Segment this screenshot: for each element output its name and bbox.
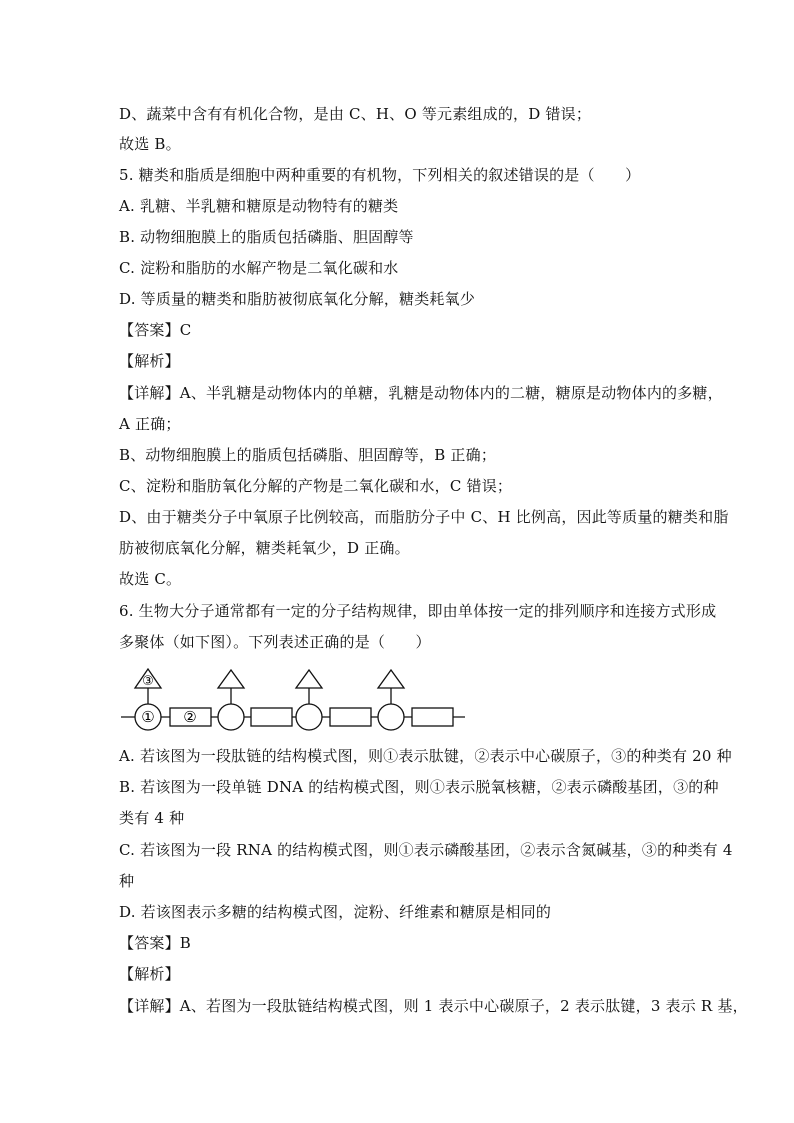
circle-unit bbox=[378, 704, 404, 730]
answer-label: 【答案】C bbox=[119, 321, 192, 339]
explanation-line: A 正确； bbox=[119, 415, 181, 433]
question-6-option-c: 种 bbox=[119, 872, 135, 890]
rect-unit bbox=[412, 708, 453, 726]
analysis-label: 【解析】 bbox=[119, 352, 180, 370]
rect-unit bbox=[251, 708, 292, 726]
text-line: D、蔬菜中含有有机化合物，是由 C、H、O 等元素组成的，D 错误； bbox=[119, 105, 592, 123]
explanation-line: B、动物细胞膜上的脂质包括磷脂、胆固醇等，B 正确； bbox=[119, 446, 497, 464]
triangle-unit bbox=[218, 670, 244, 688]
rect-unit bbox=[330, 708, 371, 726]
question-6-option-d: D. 若该图表示多糖的结构模式图，淀粉、纤维素和糖原是相同的 bbox=[119, 903, 552, 921]
question-5-option-b: B. 动物细胞膜上的脂质包括磷脂、胆固醇等 bbox=[119, 228, 414, 246]
question-6-option-c: C. 若该图为一段 RNA 的结构模式图，则①表示磷酸基团，②表示含氮碱基，③的种类有 4 bbox=[119, 841, 733, 859]
circle-unit bbox=[296, 704, 322, 730]
label-3: ③ bbox=[142, 674, 154, 689]
text-line: 故选 B。 bbox=[119, 135, 181, 153]
analysis-label: 【解析】 bbox=[119, 965, 180, 983]
question-5-option-a: A. 乳糖、半乳糖和糖原是动物特有的糖类 bbox=[119, 197, 399, 215]
circle-unit bbox=[218, 704, 244, 730]
explanation-line: 肪被彻底氧化分解，糖类耗氧少，D 正确。 bbox=[119, 539, 410, 557]
label-2: ② bbox=[183, 708, 197, 726]
answer-label: 【答案】B bbox=[119, 934, 192, 952]
explanation-line: C、淀粉和脂肪氧化分解的产物是二氧化碳和水，C 错误； bbox=[119, 477, 513, 495]
question-6-stem: 多聚体（如下图）。下列表述正确的是（ ） bbox=[119, 633, 431, 651]
explanation-line: 【详解】A、半乳糖是动物体内的单糖，乳糖是动物体内的二糖，糖原是动物体内的多糖， bbox=[119, 384, 723, 402]
question-6-option-b: B. 若该图为一段单链 DNA 的结构模式图，则①表示脱氧核糖，②表示磷酸基团，③的种 bbox=[119, 778, 719, 796]
explanation-line: 【详解】A、若图为一段肽链结构模式图，则 1 表示中心碳原子，2 表示肽键，3 表示 R 基， bbox=[119, 997, 748, 1015]
triangle-unit bbox=[296, 670, 322, 688]
text-line: 故选 C。 bbox=[119, 570, 182, 588]
question-6-stem: 6. 生物大分子通常都有一定的分子结构规律，即由单体按一定的排列顺序和连接方式形成 bbox=[119, 602, 717, 620]
question-6-option-a: A. 若该图为一段肽链的结构模式图，则①表示肽键，②表示中心碳原子，③的种类有 20 种 bbox=[119, 747, 732, 765]
label-1: ① bbox=[141, 708, 155, 726]
triangle-unit bbox=[378, 670, 404, 688]
explanation-line: D、由于糖类分子中氧原子比例较高，而脂肪分子中 C、H 比例高，因此等质量的糖类和脂 bbox=[119, 508, 729, 526]
question-5-option-c: C. 淀粉和脂肪的水解产物是二氧化碳和水 bbox=[119, 259, 399, 277]
question-5-stem: 5. 糖类和脂质是细胞中两种重要的有机物，下列相关的叙述错误的是（ ） bbox=[119, 166, 641, 184]
question-6-option-b: 类有 4 种 bbox=[119, 809, 185, 827]
polymer-structure-diagram bbox=[119, 664, 469, 732]
question-5-option-d: D. 等质量的糖类和脂肪被彻底氧化分解，糖类耗氧少 bbox=[119, 290, 476, 308]
